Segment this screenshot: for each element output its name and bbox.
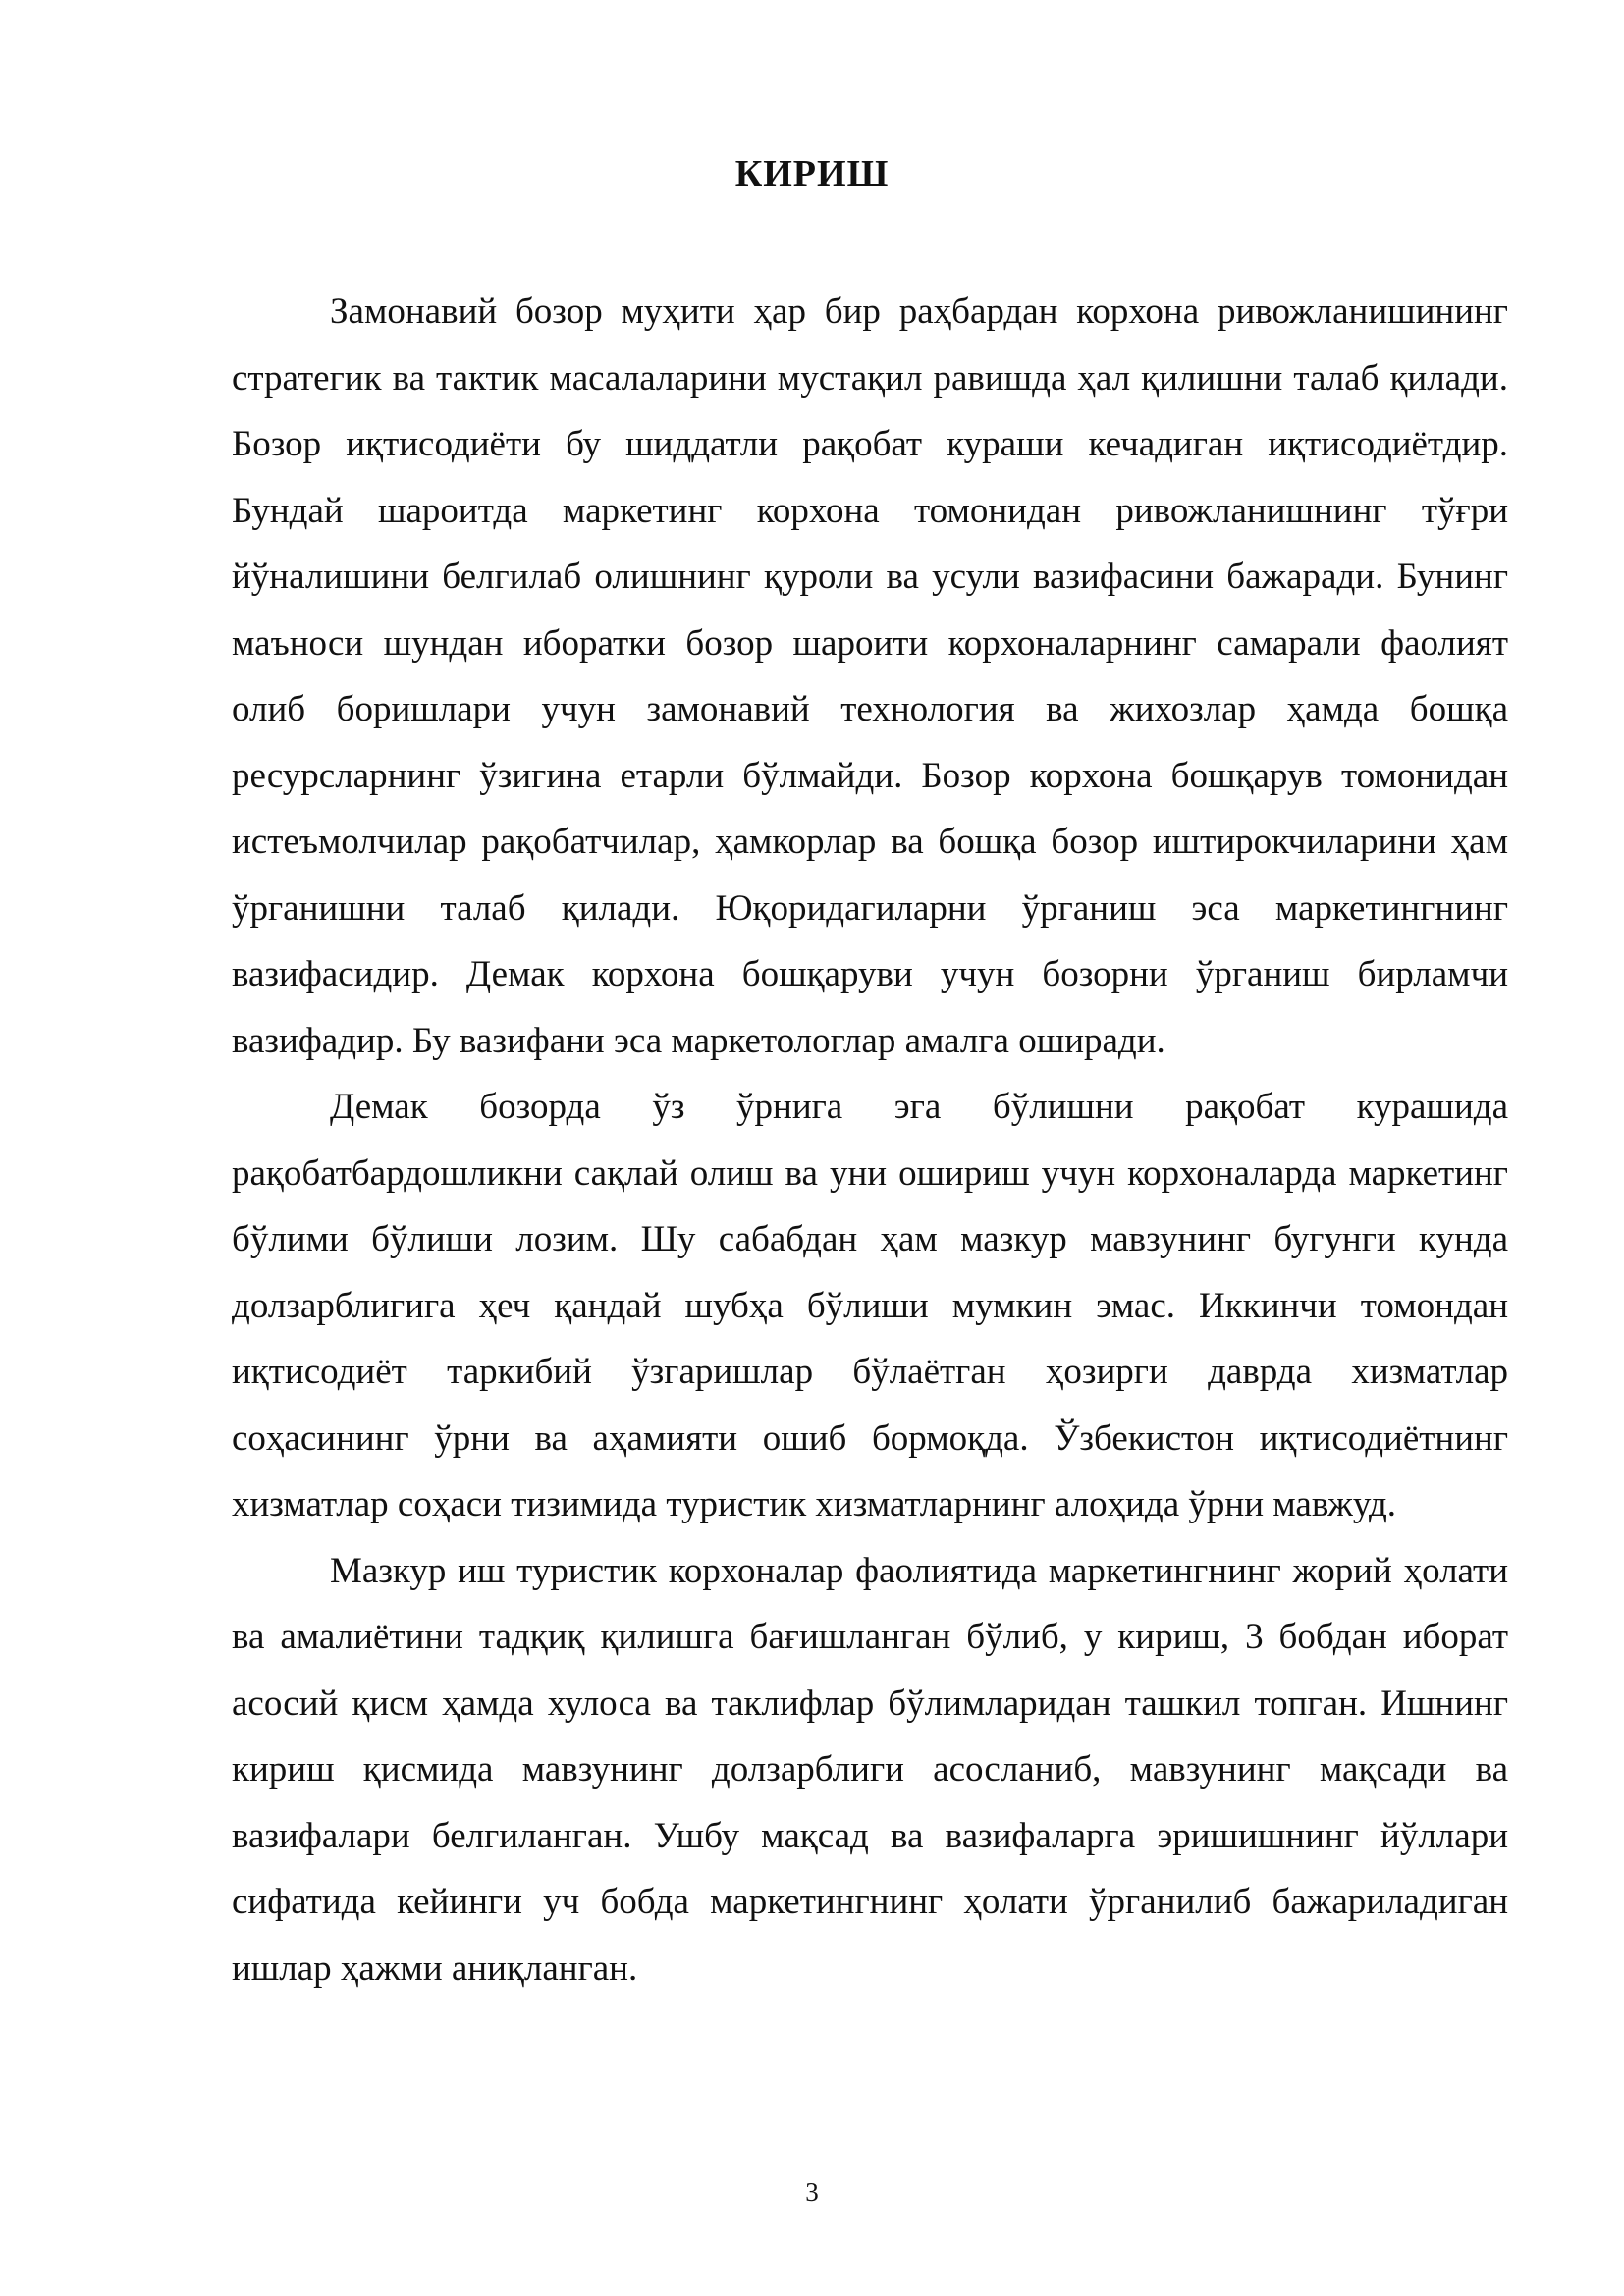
document-body — [232, 279, 1508, 2002]
page-title: КИРИШ — [734, 153, 890, 194]
paragraph-2: Демак бозорда ўз ўрнига эга бўлишни рақобат курашида рақобатбардошликни сақлай олиш ва уни ошириш учун корхоналарда маркетинг бўлими бўлиши лозим. Шу сабабдан ҳам мазкур мавзунинг бугунги кунда долзарблигига ҳеч қандай шубҳа бўлиши мумкин эмас. Иккинчи томондан иқтисодиёт таркибий ўзгаришлар бўлаётган ҳозирги даврда хизматлар соҳасининг ўрни ва аҳамияти ошиб бормоқда. Ўзбекистон иқтисодиётнинг хизматлар соҳаси тизимида туристик хизматларнинг алоҳида ўрни мавжуд. — [232, 1087, 1508, 1524]
paragraph-3: Мазкур иш туристик корхоналар фаолиятида маркетингнинг жорий ҳолати ва амалиётини тадқиқ қилишга бағишланган бўлиб, у кириш, 3 бобдан иборат асосий қисм ҳамда хулоса ва таклифлар бўлимларидан ташкил топган. Ишнинг кириш қисмида мавзунинг долзарблиги асосланиб, мавзунинг мақсади ва вазифалари белгиланган. Ушбу мақсад ва вазифаларга эришишнинг йўллари сифатида кейинги уч бобда маркетингнинг ҳолати ўрганилиб бажариладиган ишлар ҳажми аниқланган. — [232, 1550, 1508, 1989]
paragraph-1: Замонавий бозор муҳити ҳар бир раҳбардан корхона ривожланишининг стратегик ва тактик масалаларини мустақил равишда ҳал қилишни талаб қилади. Бозор иқтисодиёти бу шиддатли рақобат кураши кечадиган иқтисодиётдир. Бундай шароитда маркетинг корхона томонидан ривожланишнинг тўғри йўналишини белгилаб олишнинг қуроли ва усули вазифасини бажаради. Бунинг маъноси шундан иборатки бозор шароити корхоналарнинг самарали фаолият олиб боришлари учун замонавий технология ва жихозлар ҳамда бошқа ресурсларнинг ўзигина етарли бўлмайди. Бозор корхона бошқарув томонидан истеъмолчилар рақобатчилар, ҳамкорлар ва бошқа бозор иштирокчиларини ҳам ўрганишни талаб қилади. Юқоридагиларни ўрганиш эса маркетингнинг вазифасидир. Демак корхона бошқаруви учун бозорни ўрганиш бирламчи вазифадир. Бу вазифани эса маркетологлар амалга оширади. — [232, 292, 1508, 1061]
page-number: 3 — [805, 2177, 819, 2207]
